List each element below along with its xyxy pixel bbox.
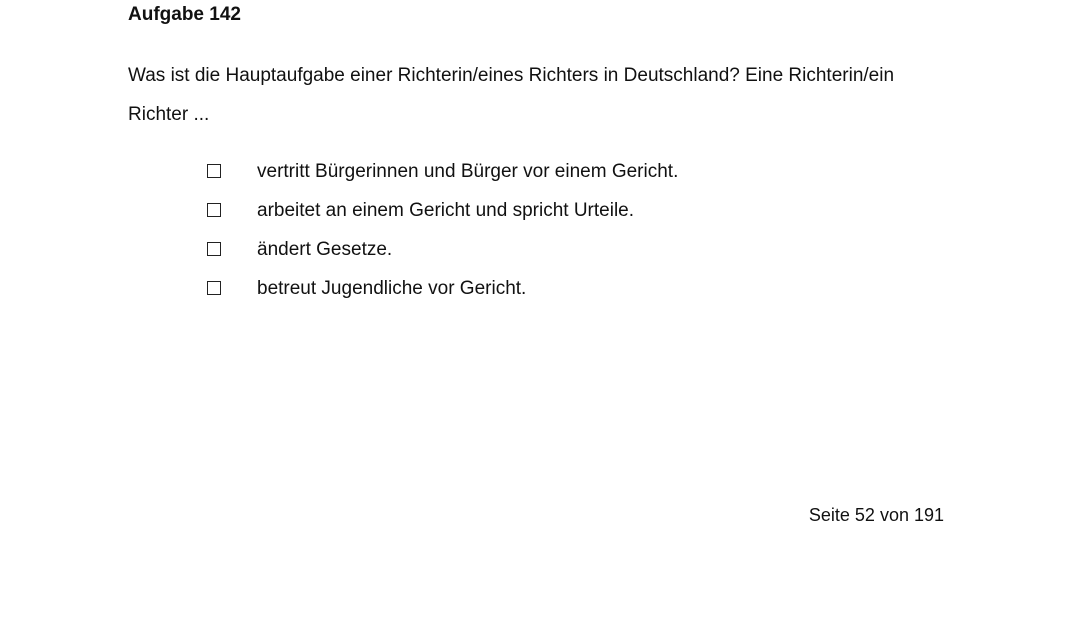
answer-option-label: vertritt Bürgerinnen und Bürger vor einem Gericht. <box>257 160 679 182</box>
answer-option-label: ändert Gesetze. <box>257 238 393 260</box>
checkbox-4[interactable] <box>207 281 221 295</box>
answer-option-1[interactable] <box>205 152 678 191</box>
answer-option-4[interactable] <box>205 269 678 308</box>
answer-options-list <box>205 152 678 308</box>
checkbox-3[interactable] <box>207 242 221 256</box>
answer-option-3[interactable] <box>205 230 678 269</box>
checkbox-1[interactable] <box>207 164 221 178</box>
task-title: Aufgabe 142 <box>128 4 241 25</box>
answer-option-label: betreut Jugendliche vor Gericht. <box>257 277 527 299</box>
checkbox-2[interactable] <box>207 203 221 217</box>
answer-option-2[interactable] <box>205 191 678 230</box>
page-number: Seite 52 von 191 <box>808 505 944 525</box>
answer-option-label: arbeitet an einem Gericht und spricht Urteile. <box>257 199 635 221</box>
question-text: Was ist die Hauptaufgabe einer Richterin/eines Richters in Deutschland? Eine Richterin/ein Richter ... <box>128 65 895 125</box>
